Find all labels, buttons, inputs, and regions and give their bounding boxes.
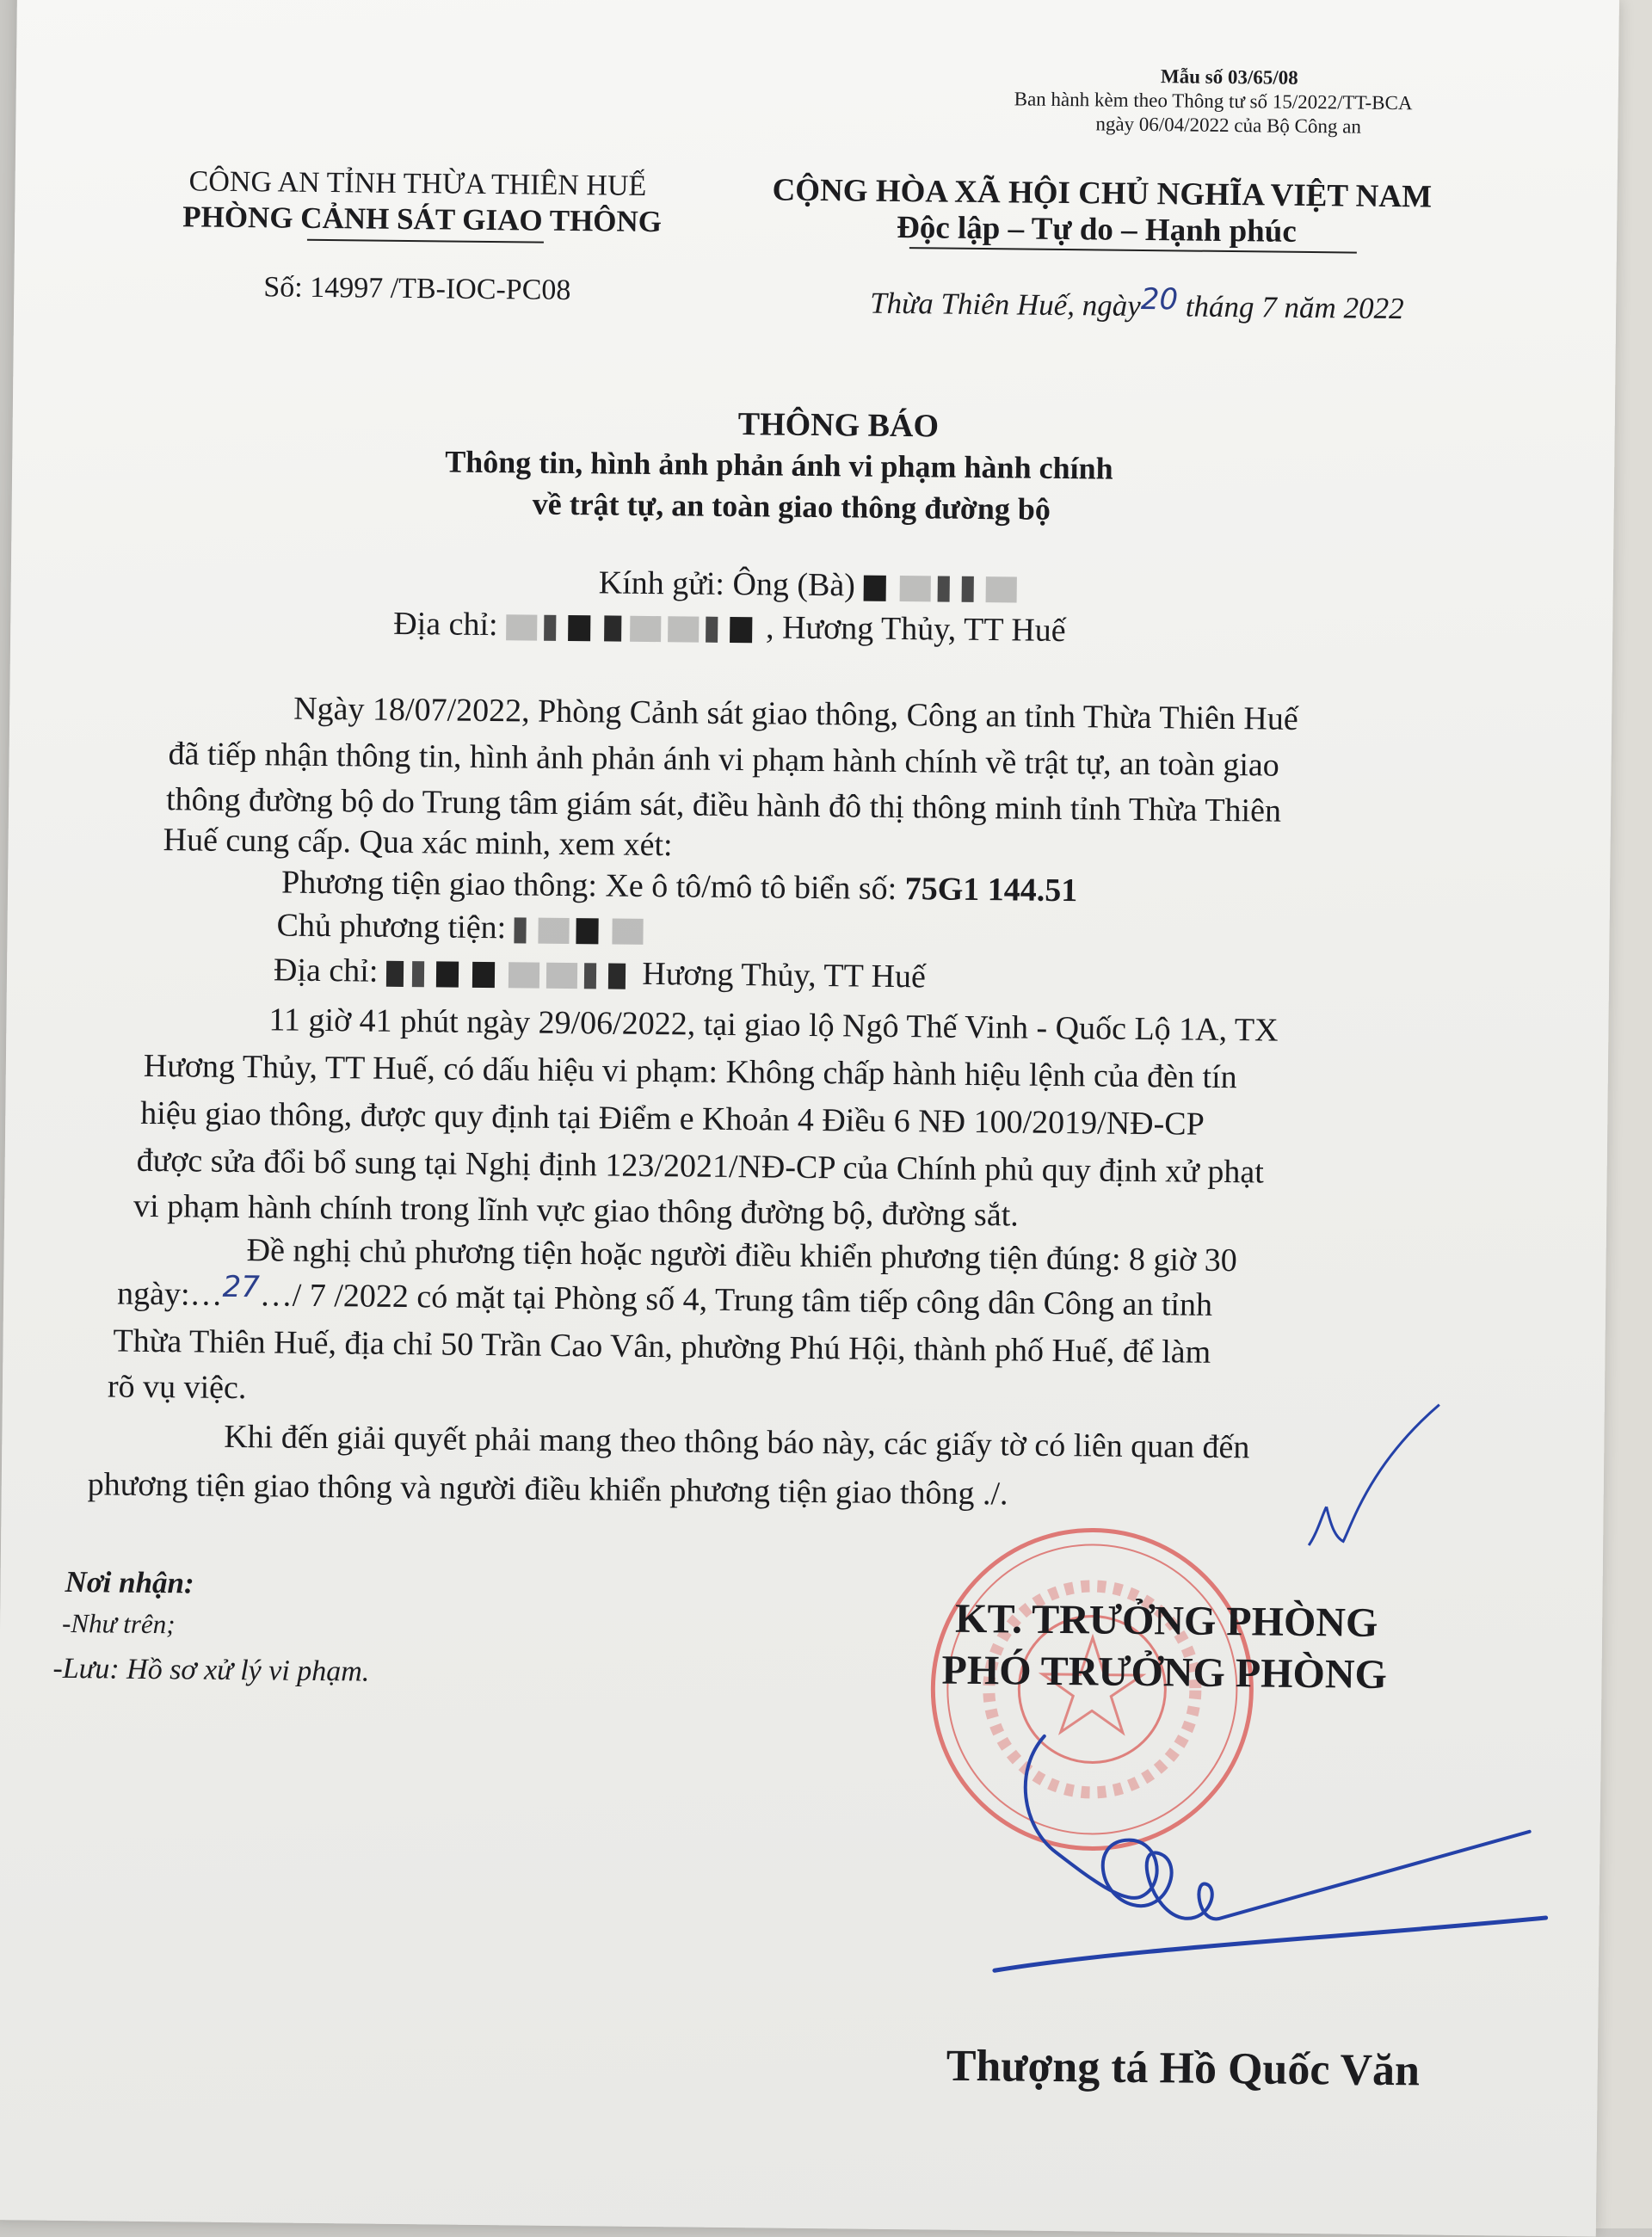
redaction-block bbox=[730, 617, 752, 643]
notice-subtitle-2: về trật tự, an toàn giao thông đường bộ bbox=[532, 486, 1051, 527]
handwritten-appointment-day: 27 bbox=[222, 1269, 261, 1305]
redaction-block bbox=[584, 963, 596, 989]
agency-name: PHÒNG CẢNH SÁT GIAO THÔNG bbox=[182, 200, 663, 239]
paragraph-1-line-3: thông đường bộ do Trung tâm giám sát, điều hành đô thị thông minh tỉnh Thừa Thiên bbox=[165, 781, 1282, 829]
form-issued-date: ngày 06/04/2022 của Bộ Công an bbox=[1095, 113, 1362, 138]
form-number: Mẫu số 03/65/08 bbox=[1160, 65, 1298, 89]
recipient-item-2: -Lưu: Hồ sơ xử lý vi phạm. bbox=[52, 1652, 370, 1688]
redaction-block bbox=[568, 615, 590, 641]
violation-line-1: 11 giờ 41 phút ngày 29/06/2022, tại giao lộ Ngô Thế Vinh - Quốc Lộ 1A, TX bbox=[268, 1001, 1279, 1049]
redacted-owner-address bbox=[386, 961, 404, 987]
request-date-suffix: …/ 7 /2022 có mặt tại Phòng số 4, Trung tâm tiếp công dân Công an tỉnh bbox=[259, 1277, 1213, 1323]
request-line-3: Thừa Thiên Huế, địa chỉ 50 Trần Cao Vân, phường Phú Hội, thành phố Huế, để làm bbox=[113, 1322, 1211, 1371]
redaction-block bbox=[576, 918, 598, 944]
redaction-block bbox=[668, 616, 699, 642]
handwritten-signature bbox=[960, 1731, 1565, 1995]
recipients-title: Nơi nhận: bbox=[65, 1564, 194, 1600]
recipient-item-1: -Như trên; bbox=[61, 1607, 176, 1640]
violation-line-4: được sửa đổi bổ sung tại Nghị định 123/2021/NĐ-CP của Chính phủ quy định xử phạt bbox=[136, 1142, 1265, 1191]
license-plate: 75G1 144.51 bbox=[904, 871, 1078, 909]
vehicle-line bbox=[281, 864, 1078, 910]
violation-line-3: hiệu giao thông, được quy định tại Điểm e Khoản 4 Điều 6 NĐ 100/2019/NĐ-CP bbox=[140, 1094, 1205, 1143]
document-number: Số: 14997 /TB-IOC-PC08 bbox=[263, 271, 571, 307]
redaction-block bbox=[630, 616, 661, 642]
redacted-name bbox=[863, 576, 885, 601]
addressee-address-label: Địa chỉ: bbox=[393, 605, 498, 644]
redaction-block bbox=[899, 576, 930, 601]
nation-name: CỘNG HÒA XÃ HỘI CHỦ NGHĨA VIỆT NAM bbox=[772, 172, 1433, 215]
redaction-block bbox=[544, 615, 556, 641]
owner-line bbox=[276, 906, 650, 948]
form-issued-by: Ban hành kèm theo Thông tư số 15/2022/TT-BCA bbox=[1014, 88, 1413, 114]
addressee-address-suffix: , Hương Thủy, TT Huế bbox=[765, 609, 1066, 650]
paragraph-1-line-2: đã tiếp nhận thông tin, hình ảnh phản ánh vi phạm hành chính về trật tự, an toàn giao bbox=[168, 736, 1280, 784]
signer-name: Thượng tá Hồ Quốc Văn bbox=[946, 2041, 1421, 2096]
addressee-label: Kính gửi: Ông (Bà) bbox=[598, 564, 856, 604]
redaction-block bbox=[937, 576, 949, 602]
redaction-block bbox=[961, 576, 973, 602]
request-line-2 bbox=[116, 1269, 1213, 1324]
owner-address-label: Địa chỉ: bbox=[273, 952, 379, 989]
notice-subtitle-1: Thông tin, hình ảnh phản ánh vi phạm hành chính bbox=[445, 444, 1113, 486]
violation-line-2: Hương Thủy, TT Huế, có dấu hiệu vi phạm: Không chấp hành hiệu lệnh của đèn tín bbox=[143, 1047, 1237, 1096]
addressee-address-line bbox=[393, 605, 1066, 650]
place-date-prefix: Thừa Thiên Huế, ngày bbox=[870, 286, 1142, 323]
signer-title-1: KT. TRƯỞNG PHÒNG bbox=[954, 1595, 1378, 1646]
request-date-prefix: ngày:… bbox=[116, 1275, 223, 1313]
redacted-address bbox=[506, 615, 537, 641]
redaction-block bbox=[412, 961, 424, 987]
handwritten-day: 20 bbox=[1140, 281, 1179, 317]
paragraph-1-line-1: Ngày 18/07/2022, Phòng Cảnh sát giao thông, Công an tỉnh Thừa Thiên Huế bbox=[293, 690, 1298, 737]
request-line-1: Đề nghị chủ phương tiện hoặc người điều khiển phương tiện đúng: 8 giờ 30 bbox=[246, 1232, 1237, 1279]
redacted-owner bbox=[514, 918, 526, 944]
owner-label: Chủ phương tiện: bbox=[276, 907, 507, 946]
redaction-block bbox=[472, 962, 495, 988]
place-date bbox=[870, 281, 1404, 326]
vehicle-label: Phương tiện giao thông: Xe ô tô/mô tô biển số: bbox=[280, 864, 905, 908]
agency-underline bbox=[307, 239, 544, 243]
redaction-block bbox=[608, 964, 626, 989]
redaction-block bbox=[985, 576, 1016, 602]
request-line-4: rõ vụ việc. bbox=[107, 1368, 247, 1407]
national-motto: Độc lập – Tự do – Hạnh phúc bbox=[896, 209, 1297, 250]
place-date-suffix: tháng 7 năm 2022 bbox=[1185, 289, 1404, 326]
notice-title: THÔNG BÁO bbox=[737, 406, 940, 445]
redaction-block bbox=[546, 963, 577, 989]
closing-line-2: phương tiện giao thông và người điều khiển phương tiện giao thông ./. bbox=[87, 1466, 1008, 1513]
signer-title-2: PHÓ TRƯỞNG PHÒNG bbox=[941, 1647, 1388, 1698]
owner-address-line bbox=[274, 951, 926, 995]
redaction-block bbox=[538, 918, 569, 944]
redaction-block bbox=[604, 616, 621, 642]
redaction-block bbox=[436, 962, 459, 988]
initial-mark bbox=[1291, 1386, 1448, 1560]
agency-parent: CÔNG AN TỈNH THỪA THIÊN HUẾ bbox=[188, 165, 647, 202]
violation-line-5: vi phạm hành chính trong lĩnh vực giao thông đường bộ, đường sắt. bbox=[133, 1187, 1019, 1234]
redaction-block bbox=[706, 617, 718, 643]
paragraph-1-line-4: Huế cung cấp. Qua xác minh, xem xét: bbox=[163, 822, 673, 864]
redaction-block bbox=[509, 963, 539, 989]
addressee-line bbox=[599, 564, 1024, 606]
owner-address-suffix: Hương Thủy, TT Huế bbox=[642, 955, 927, 995]
redaction-block bbox=[612, 919, 643, 945]
closing-line-1: Khi đến giải quyết phải mang theo thông báo này, các giấy tờ có liên quan đến bbox=[224, 1418, 1250, 1466]
